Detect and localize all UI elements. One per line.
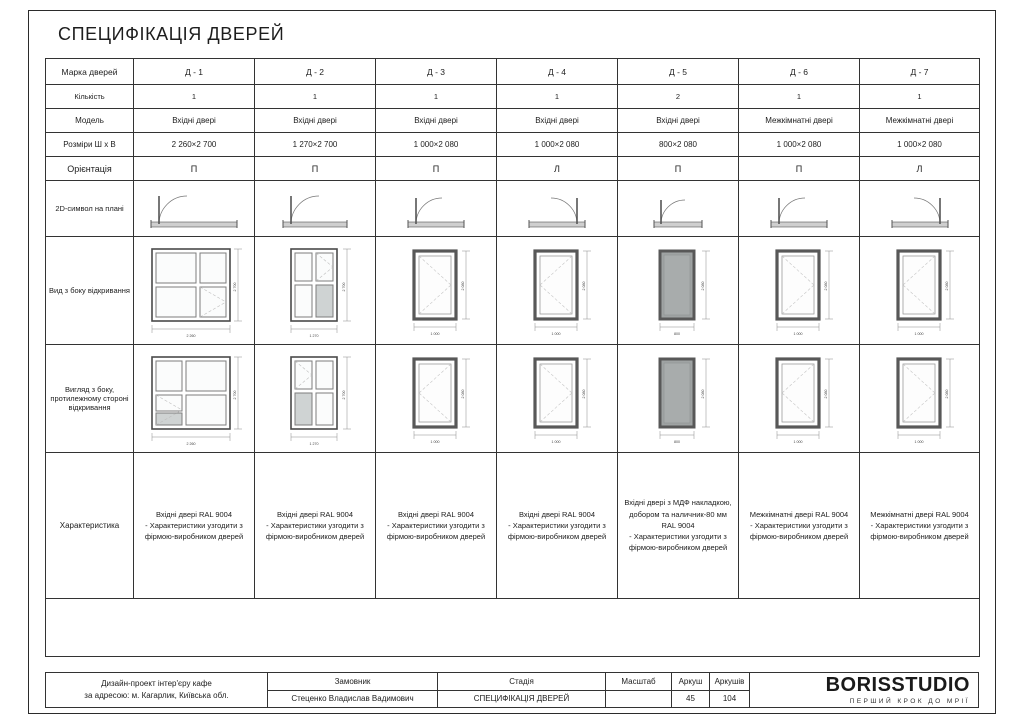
cell-characteristic-7: Межкімнатні двері RAL 9004 - Характеристики узгодити з фірмою-виробником дверей (860, 453, 980, 599)
cell-characteristic-6: Межкімнатні двері RAL 9004 - Характеристики узгодити з фірмою-виробником дверей (739, 453, 860, 599)
project-line-2: за адресою: м. Кагарлик, Київська обл. (84, 691, 229, 700)
row-label-view-front: Вид з боку відкривання (46, 237, 134, 345)
row-label-mark: Марка дверей (46, 59, 134, 85)
door-elevation-d5 (622, 241, 734, 341)
row-label-orientation: Орієнтація (46, 157, 134, 181)
stage-value: СПЕЦИФІКАЦІЯ ДВЕРЕЙ (438, 690, 606, 708)
plan-symbol-icon (628, 184, 728, 234)
row-label-plan-symbol: 2D-символ на плані (46, 181, 134, 237)
dim-height-label: 2 700 (342, 282, 346, 291)
cell-qty-6: 1 (739, 85, 860, 109)
dim-width-label: 2 260 (186, 333, 196, 338)
cell-view-front-1 (134, 237, 255, 345)
table-row-orientation (46, 157, 980, 181)
stage-header: Стадія (438, 673, 606, 691)
cell-model-5: Вхідні двері (618, 109, 739, 133)
row-label-size: Розміри Ш x В (46, 133, 134, 157)
plan-symbol-icon (386, 184, 486, 234)
door-elevation-back-d6 (743, 349, 855, 449)
cell-model-2: Вхідні двері (255, 109, 376, 133)
dim-height-label: 2 700 (342, 390, 346, 399)
cell-orient-6: П (739, 157, 860, 181)
dim-width-label: 1 270 (309, 441, 319, 446)
cell-qty-5: 2 (618, 85, 739, 109)
row-label-quantity: Кількість (46, 85, 134, 109)
plan-symbol-icon (507, 184, 607, 234)
plan-symbol-icon (139, 184, 249, 234)
cell-qty-2: 1 (255, 85, 376, 109)
title-block (45, 672, 979, 708)
cell-mark-7: Д - 7 (860, 59, 980, 85)
dim-height-label: 2 080 (944, 389, 949, 398)
door-elevation-d4 (501, 241, 613, 341)
cell-orient-3: П (376, 157, 497, 181)
cell-size-6: 1 000×2 080 (739, 133, 860, 157)
cell-view-front-3 (376, 237, 497, 345)
dim-height-label: 2 080 (824, 389, 828, 398)
plan-symbol-icon (749, 184, 849, 234)
door-elevation-d7 (864, 241, 976, 341)
scale-header: Масштаб (606, 673, 672, 691)
door-elevation-back-d1 (138, 349, 250, 449)
customer-value: Стеценко Владислав Вадимович (268, 690, 438, 708)
dim-height-label: 2 080 (461, 281, 465, 290)
cell-mark-4: Д - 4 (497, 59, 618, 85)
cell-model-7: Межкімнатні двері (860, 109, 980, 133)
sheet-header: Аркуш (672, 673, 710, 691)
dim-width-label: 1 000 (551, 331, 561, 336)
door-elevation-d1 (138, 241, 250, 341)
dim-width-label: 1 000 (793, 439, 803, 444)
cell-model-1: Вхідні двері (134, 109, 255, 133)
logo-text: BORISSTUDIO (825, 674, 970, 696)
cell-view-back-5 (618, 345, 739, 453)
cell-orient-1: П (134, 157, 255, 181)
table-row-view-back (46, 345, 980, 453)
cell-size-4: 1 000×2 080 (497, 133, 618, 157)
row-label-view-back: Вигляд з боку, протилежному стороні відкривання (46, 345, 134, 453)
cell-view-front-5 (618, 237, 739, 345)
project-line-1: Дизайн-проект інтер'єру кафе (101, 679, 212, 689)
door-elevation-d2 (259, 241, 371, 341)
dim-height-label: 2 700 (233, 390, 237, 399)
door-elevation-back-d7 (864, 349, 976, 449)
cell-plan-symbol-3 (376, 181, 497, 237)
table-row-size (46, 133, 980, 157)
table-row-model (46, 109, 980, 133)
dim-height-label: 2 080 (582, 389, 586, 398)
cell-plan-symbol-6 (739, 181, 860, 237)
table-row-quantity (46, 85, 980, 109)
cell-qty-1: 1 (134, 85, 255, 109)
cell-mark-2: Д - 2 (255, 59, 376, 85)
cell-mark-3: Д - 3 (376, 59, 497, 85)
dim-height-label: 2 080 (701, 281, 705, 290)
cell-view-front-7 (860, 237, 980, 345)
row-label-model: Модель (46, 109, 134, 133)
cell-orient-7: Л (860, 157, 980, 181)
dim-width-label: 1 000 (914, 331, 923, 336)
dim-width-label: 1 000 (430, 331, 440, 336)
cell-qty-4: 1 (497, 85, 618, 109)
door-elevation-back-d2 (259, 349, 371, 449)
door-elevation-d3 (380, 241, 492, 341)
cell-characteristic-1: Вхідні двері RAL 9004 - Характеристики узгодити з фірмою-виробником дверей (134, 453, 255, 599)
sheet-value: 45 (672, 690, 710, 708)
cell-view-front-2 (255, 237, 376, 345)
cell-plan-symbol-5 (618, 181, 739, 237)
dim-height-label: 2 080 (461, 389, 465, 398)
cell-blank (46, 599, 980, 657)
cell-characteristic-2: Вхідні двері RAL 9004 - Характеристики узгодити з фірмою-виробником дверей (255, 453, 376, 599)
row-label-characteristic: Характеристика (46, 453, 134, 599)
dim-width-label: 1 270 (309, 333, 319, 338)
cell-plan-symbol-4 (497, 181, 618, 237)
cell-size-5: 800×2 080 (618, 133, 739, 157)
project-description (46, 673, 268, 708)
studio-logo (750, 673, 979, 708)
cell-size-7: 1 000×2 080 (860, 133, 980, 157)
table-row-plan-symbol (46, 181, 980, 237)
door-elevation-back-d4 (501, 349, 613, 449)
cell-view-back-3 (376, 345, 497, 453)
logo-tagline: ПЕРШИЙ КРОК ДО МРІЇ (849, 698, 970, 705)
door-elevation-d6 (743, 241, 855, 341)
cell-orient-4: Л (497, 157, 618, 181)
cell-mark-6: Д - 6 (739, 59, 860, 85)
dim-height-label: 2 080 (944, 281, 949, 290)
cell-size-1: 2 260×2 700 (134, 133, 255, 157)
page-title: СПЕЦИФІКАЦІЯ ДВЕРЕЙ (58, 24, 285, 44)
cell-orient-5: П (618, 157, 739, 181)
cell-model-3: Вхідні двері (376, 109, 497, 133)
cell-qty-7: 1 (860, 85, 980, 109)
door-specification-table (45, 58, 980, 657)
cell-view-front-4 (497, 237, 618, 345)
table-row-blank (46, 599, 980, 657)
cell-characteristic-3: Вхідні двері RAL 9004 - Характеристики узгодити з фірмою-виробником дверей (376, 453, 497, 599)
title-block-row-headers (46, 673, 979, 691)
dim-width-label: 800 (674, 439, 680, 444)
cell-model-6: Межкімнатні двері (739, 109, 860, 133)
cell-view-back-7 (860, 345, 980, 453)
sheets-header: Аркушів (710, 673, 750, 691)
cell-orient-2: П (255, 157, 376, 181)
dim-height-label: 2 700 (233, 282, 237, 291)
plan-symbol-icon (265, 184, 365, 234)
door-elevation-back-d3 (380, 349, 492, 449)
dim-width-label: 800 (674, 331, 680, 336)
door-elevation-back-d5 (622, 349, 734, 449)
cell-view-back-4 (497, 345, 618, 453)
dim-height-label: 2 080 (701, 389, 705, 398)
cell-size-3: 1 000×2 080 (376, 133, 497, 157)
customer-header: Замовник (268, 673, 438, 691)
dim-width-label: 1 000 (551, 439, 561, 444)
cell-qty-3: 1 (376, 85, 497, 109)
dim-height-label: 2 080 (582, 281, 586, 290)
cell-characteristic-4: Вхідні двері RAL 9004 - Характеристики узгодити з фірмою-виробником дверей (497, 453, 618, 599)
dim-height-label: 2 080 (824, 281, 828, 290)
sheets-value: 104 (710, 690, 750, 708)
dim-width-label: 2 260 (186, 441, 196, 446)
dim-width-label: 1 000 (914, 439, 923, 444)
table-row-view-front (46, 237, 980, 345)
cell-plan-symbol-2 (255, 181, 376, 237)
dim-width-label: 1 000 (793, 331, 803, 336)
cell-plan-symbol-1 (134, 181, 255, 237)
table-row-mark (46, 59, 980, 85)
cell-plan-symbol-7 (860, 181, 980, 237)
cell-model-4: Вхідні двері (497, 109, 618, 133)
cell-characteristic-5: Вхідні двері з МДФ накладкою, добором та наличник-80 мм RAL 9004 - Характеристики узгодити з фірмою-виробником дверей (618, 453, 739, 599)
cell-mark-1: Д - 1 (134, 59, 255, 85)
cell-mark-5: Д - 5 (618, 59, 739, 85)
plan-symbol-icon (870, 184, 970, 234)
cell-size-2: 1 270×2 700 (255, 133, 376, 157)
table-row-characteristic (46, 453, 980, 599)
cell-view-front-6 (739, 237, 860, 345)
dim-width-label: 1 000 (430, 439, 440, 444)
cell-view-back-2 (255, 345, 376, 453)
cell-view-back-6 (739, 345, 860, 453)
scale-value (606, 690, 672, 708)
cell-view-back-1 (134, 345, 255, 453)
